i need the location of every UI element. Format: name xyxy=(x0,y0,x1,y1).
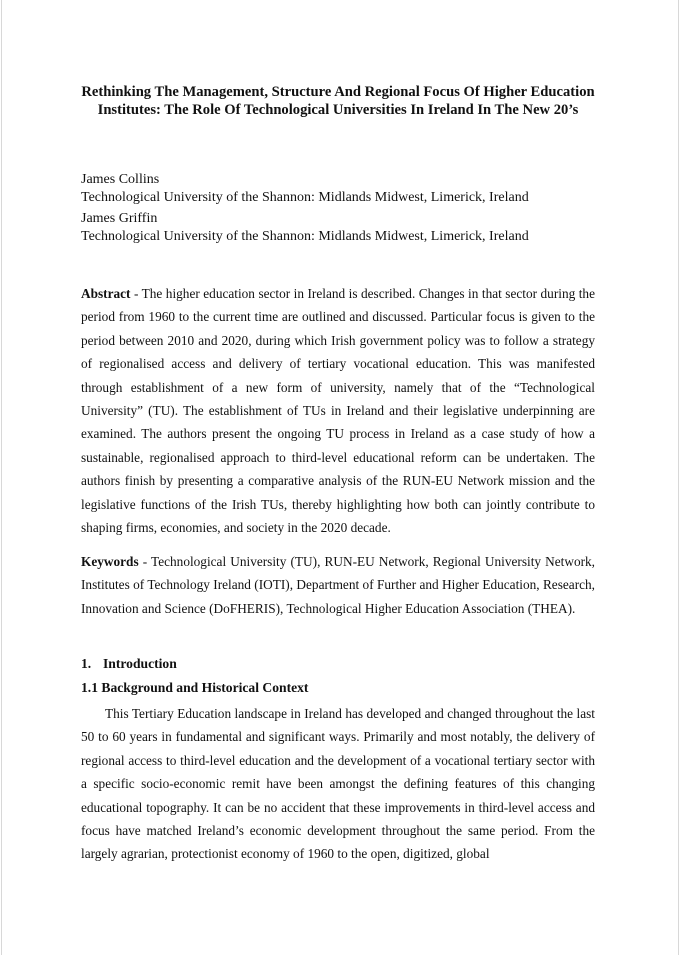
keywords-text: - Technological University (TU), RUN-EU Network, Regional University Network, Institutes of Technology Ireland (IOTI), Department of Further and Higher Education, Research, Innovation and Science (DoFHERIS), Technological Higher Education Association (THEA). xyxy=(81,554,595,616)
author-block-1 xyxy=(81,171,595,206)
author-affiliation: Technological University of the Shannon: Midlands Midwest, Limerick, Ireland xyxy=(81,189,529,205)
page-edge-right xyxy=(678,0,679,955)
keywords-paragraph xyxy=(81,550,595,620)
paper-title: Rethinking The Management, Structure And Regional Focus Of Higher Education Institutes: The Role Of Technological Universities In Ireland In The New 20’s xyxy=(81,84,595,118)
section-heading-introduction xyxy=(81,655,177,673)
author-name: James Collins xyxy=(81,172,160,187)
subsection-heading: 1.1 Background and Historical Context xyxy=(81,680,309,695)
keywords-label: Keywords xyxy=(81,554,139,569)
abstract-paragraph xyxy=(81,282,595,539)
author-block-2 xyxy=(81,210,595,245)
author-name: James Griffin xyxy=(81,211,158,226)
page-edge-left xyxy=(1,0,2,955)
abstract-label: Abstract xyxy=(81,286,131,301)
section-title: Introduction xyxy=(103,656,177,671)
abstract-text: - The higher education sector in Ireland is described. Changes in that sector during the period from 1960 to the current time are outlined and discussed. Particular focus is given to the period between 2010 and 2020, during which Irish government policy was to follow a strategy of regionalised access and delivery of tertiary vocational education. This was manifested through establishment of a new form of university, namely that of the “Technological University” (TU). The establishment of TUs in Ireland and their legislative underpinning are examined. The authors present the ongoing TU process in Ireland as a case study of how a sustainable, regionalised approach to third-level educational reform can be undertaken. The authors finish by presenting a comparative analysis of the RUN-EU Network mission and the legislative functions of the Irish TUs, thereby highlighting how both can jointly contribute to shaping firms, economies, and society in the 2020 decade. xyxy=(81,286,595,536)
author-affiliation: Technological University of the Shannon: Midlands Midwest, Limerick, Ireland xyxy=(81,228,529,244)
body-paragraph: This Tertiary Education landscape in Ireland has developed and changed throughout the last 50 to 60 years in fundamental and significant ways. Primarily and most notably, the delivery of regional access to third-level education and the development of a vocational tertiary sector with a specific socio-economic remit have been amongst the defining features of this changing educational topography. It can be no accident that these improvements in third-level access and focus have matched Ireland’s economic development throughout the same period. From the largely agrarian, protectionist economy of 1960 to the open, digitized, global xyxy=(81,706,595,862)
section-number: 1. xyxy=(81,656,92,671)
